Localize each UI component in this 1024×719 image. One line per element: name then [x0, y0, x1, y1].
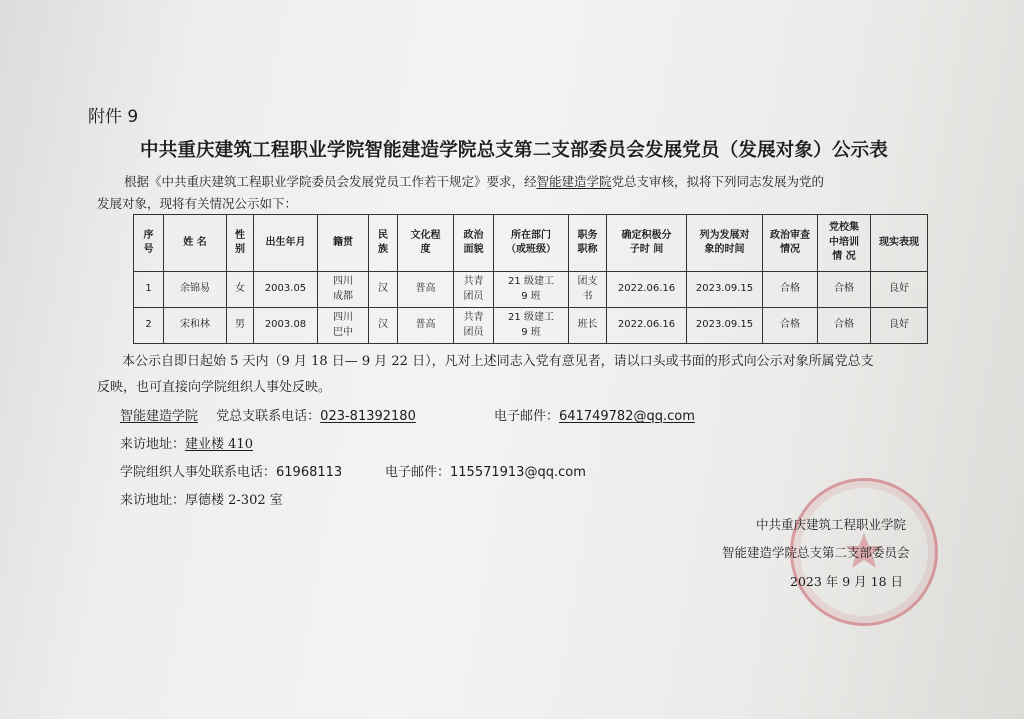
table-row: [134, 272, 928, 308]
candidate-table: [133, 214, 928, 344]
table-cell: 合格: [763, 308, 818, 344]
attachment-label: 附件 9: [88, 107, 139, 127]
dept-phone: 023-81392180: [320, 409, 416, 424]
signature-date: 2023 年 9 月 18 日: [790, 574, 904, 589]
table-cell: 汉: [369, 272, 398, 308]
intro-line-2: 发展对象，现将有关情况公示如下：: [97, 196, 298, 211]
table-cell: 2003.08: [254, 308, 318, 344]
table-header-cell: 列为发展对 象的时间: [687, 215, 763, 272]
table-cell: 2023.09.15: [687, 272, 763, 308]
intro-text-a: 根据《中共重庆建筑工程职业学院委员会发展党员工作若干规定》要求，经: [124, 174, 537, 189]
hr-phone: 61968113: [276, 465, 343, 480]
dept-address-line: [120, 433, 253, 452]
dept-contact-line: [120, 405, 416, 424]
table-header-cell: 出生年月: [254, 215, 318, 272]
table-cell: 余锦易: [164, 272, 227, 308]
table-cell: 普高: [398, 308, 454, 344]
dept-address-label: 来访地址：: [120, 437, 186, 452]
dept-email-label: 电子邮件：: [494, 409, 560, 424]
hr-phone-label: 学院组织人事处联系电话：: [120, 465, 277, 480]
notice-line-2: 反映，也可直接向学院组织人事处反映。: [97, 380, 332, 395]
table-cell: 女: [227, 272, 254, 308]
hr-phone-line: [120, 461, 342, 480]
table-cell: 四川 巴中: [318, 308, 369, 344]
table-cell: 男: [227, 308, 254, 344]
hr-address: 来访地址：厚德楼 2-302 室: [120, 493, 283, 508]
table-header-cell: 职务 职称: [569, 215, 607, 272]
hr-email-label: 电子邮件：: [385, 465, 451, 480]
hr-email-line: [385, 461, 586, 480]
table-cell: 宋和林: [164, 308, 227, 344]
intro-text-b: 党总支审核，拟将下列同志发展为党的: [611, 174, 825, 189]
dept-email: 641749782@qq.com: [559, 409, 695, 424]
dept-address: 建业楼 410: [185, 437, 253, 452]
table-header-cell: 性 别: [227, 215, 254, 272]
table-header-cell: 所在部门 （或班级）: [494, 215, 569, 272]
table-header-cell: 政治审查 情况: [763, 215, 818, 272]
table-cell: 合格: [763, 272, 818, 308]
table-header-cell: 党校集 中培训 情 况: [818, 215, 871, 272]
table-cell: 1: [134, 272, 164, 308]
table-cell: 班长: [569, 308, 607, 344]
table-cell: 汉: [369, 308, 398, 344]
table-cell: 2: [134, 308, 164, 344]
table-row: [134, 308, 928, 344]
table-cell: 2022.06.16: [607, 272, 687, 308]
table-cell: 良好: [871, 308, 928, 344]
table-cell: 团支 书: [569, 272, 607, 308]
table-header-cell: 序 号: [134, 215, 164, 272]
notice-line-1: 本公示自即日起始 5 天内（9 月 18 日— 9 月 22 日），凡对上述同志入党有意见者，请以口头或书面的形式向公示对象所属党总支: [122, 354, 874, 369]
table-cell: 2023.09.15: [687, 308, 763, 344]
dept-email-line: [494, 405, 695, 424]
signature-org-1: 中共重庆建筑工程职业学院: [756, 517, 907, 532]
table-cell: 21 级建工 9 班: [494, 272, 569, 308]
intro-line-1: [124, 172, 824, 190]
table-header-row: [134, 215, 928, 272]
table-cell: 共青 团员: [454, 272, 494, 308]
table-header-cell: 文化程 度: [398, 215, 454, 272]
table-header-cell: 政治 面貌: [454, 215, 494, 272]
table-header-cell: 确定积极分 子时 间: [607, 215, 687, 272]
table-header-cell: 姓 名: [164, 215, 227, 272]
table-header-cell: 民 族: [369, 215, 398, 272]
dept-name: 智能建造学院: [120, 409, 199, 424]
table-cell: 良好: [871, 272, 928, 308]
table-cell: 2022.06.16: [607, 308, 687, 344]
intro-dept-name: 智能建造学院: [536, 174, 612, 189]
document-title: 中共重庆建筑工程职业学院智能建造学院总支第二支部委员会发展党员（发展对象）公示表: [140, 140, 889, 161]
dept-phone-label: 党总支联系电话：: [216, 409, 321, 424]
table-cell: 21 级建工 9 班: [494, 308, 569, 344]
table-cell: 2003.05: [254, 272, 318, 308]
table-cell: 四川 成都: [318, 272, 369, 308]
table-header-cell: 籍贯: [318, 215, 369, 272]
table-header-cell: 现实表现: [871, 215, 928, 272]
table-cell: 普高: [398, 272, 454, 308]
table-cell: 合格: [818, 308, 871, 344]
hr-email: 115571913@qq.com: [450, 465, 586, 480]
table-cell: 共青 团员: [454, 308, 494, 344]
table-cell: 合格: [818, 272, 871, 308]
signature-org-2: 智能建造学院总支第二支部委员会: [722, 545, 910, 560]
